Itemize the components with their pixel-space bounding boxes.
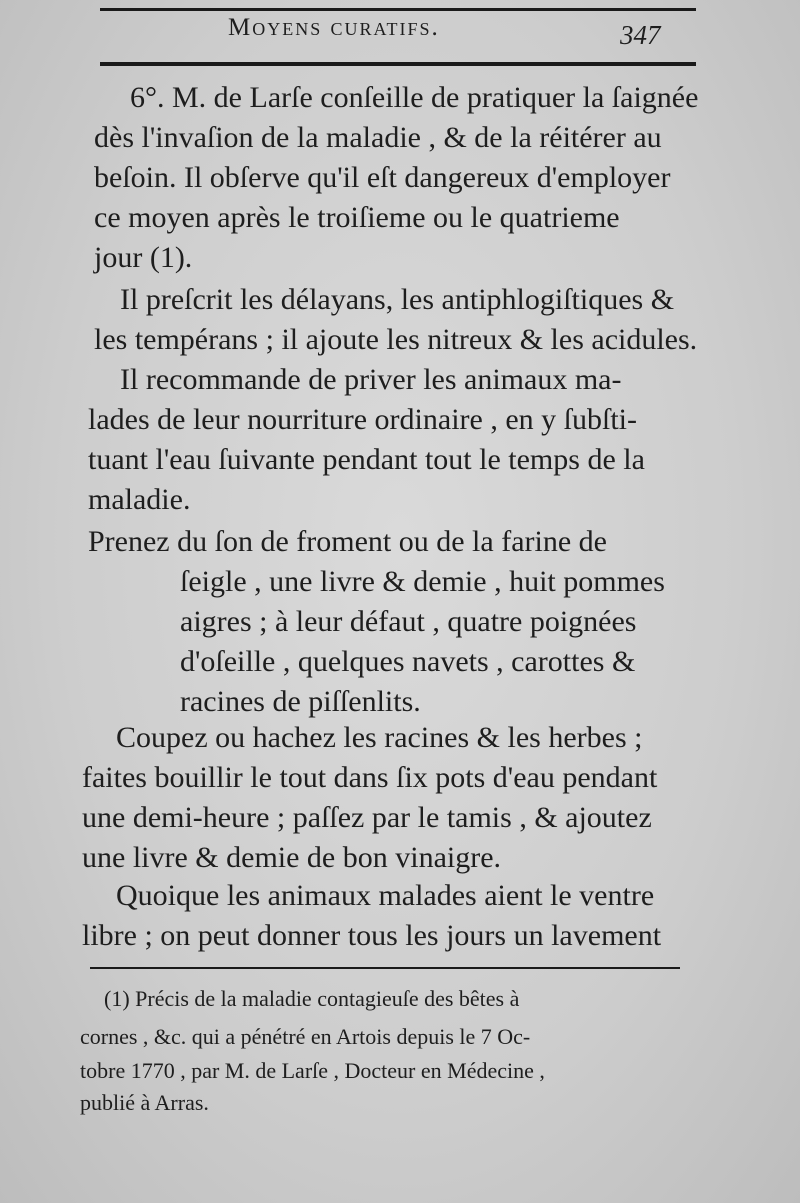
body-line: une demi-heure ; paſſez par le tamis , & ajoutez bbox=[82, 801, 652, 834]
body-line: racines de piſſenlits. bbox=[180, 685, 421, 718]
body-line: 6°. M. de Larſe conſeille de pratiquer la ſaignée bbox=[130, 81, 699, 114]
body-line: Il recommande de priver les animaux ma- bbox=[120, 363, 622, 396]
body-line: dès l'invaſion de la maladie , & de la réitérer au bbox=[94, 121, 662, 154]
footnote-line: (1) Précis de la maladie contagieuſe des bêtes à bbox=[104, 986, 520, 1011]
body-line: ſeigle , une livre & demie , huit pommes bbox=[180, 565, 665, 598]
body-line: Coupez ou hachez les racines & les herbes ; bbox=[116, 721, 643, 754]
body-line: Prenez du ſon de froment ou de la farine de bbox=[88, 525, 607, 558]
footnote-rule bbox=[90, 967, 680, 969]
body-line: aigres ; à leur défaut , quatre poignées bbox=[180, 605, 637, 638]
body-line: ce moyen après le troiſieme ou le quatrieme bbox=[94, 201, 620, 234]
body-line: faites bouillir le tout dans ſix pots d'eau pendant bbox=[82, 761, 658, 794]
header-rule-bottom bbox=[100, 62, 696, 66]
footnote-line: cornes , &c. qui a pénétré en Artois depuis le 7 Oc- bbox=[80, 1024, 531, 1049]
body-line: maladie. bbox=[88, 483, 191, 516]
body-line: une livre & demie de bon vinaigre. bbox=[82, 841, 502, 874]
body-line: Il preſcrit les délayans, les antiphlogiſtiques & bbox=[120, 283, 675, 316]
body-line: Quoique les animaux malades aient le ventre bbox=[116, 879, 655, 912]
body-line: libre ; on peut donner tous les jours un lavement bbox=[82, 919, 662, 952]
body-line: jour (1). bbox=[94, 241, 193, 274]
header-rule-top bbox=[100, 8, 696, 11]
body-line: lades de leur nourriture ordinaire , en y ſubſti- bbox=[88, 403, 637, 436]
body-line: les tempérans ; il ajoute les nitreux & les acidules. bbox=[94, 323, 698, 356]
footnote-line: tobre 1770 , par M. de Larſe , Docteur en Médecine , bbox=[80, 1058, 545, 1083]
body-line: tuant l'eau ſuivante pendant tout le temps de la bbox=[88, 443, 645, 476]
body-line: d'oſeille , quelques navets , carottes & bbox=[180, 645, 636, 678]
page-number: 347 bbox=[620, 20, 661, 50]
body-line: beſoin. Il obſerve qu'il eſt dangereux d'employer bbox=[94, 161, 671, 194]
footnote-line: publié à Arras. bbox=[80, 1090, 209, 1115]
running-head: Moyens curatifs. bbox=[228, 14, 440, 41]
